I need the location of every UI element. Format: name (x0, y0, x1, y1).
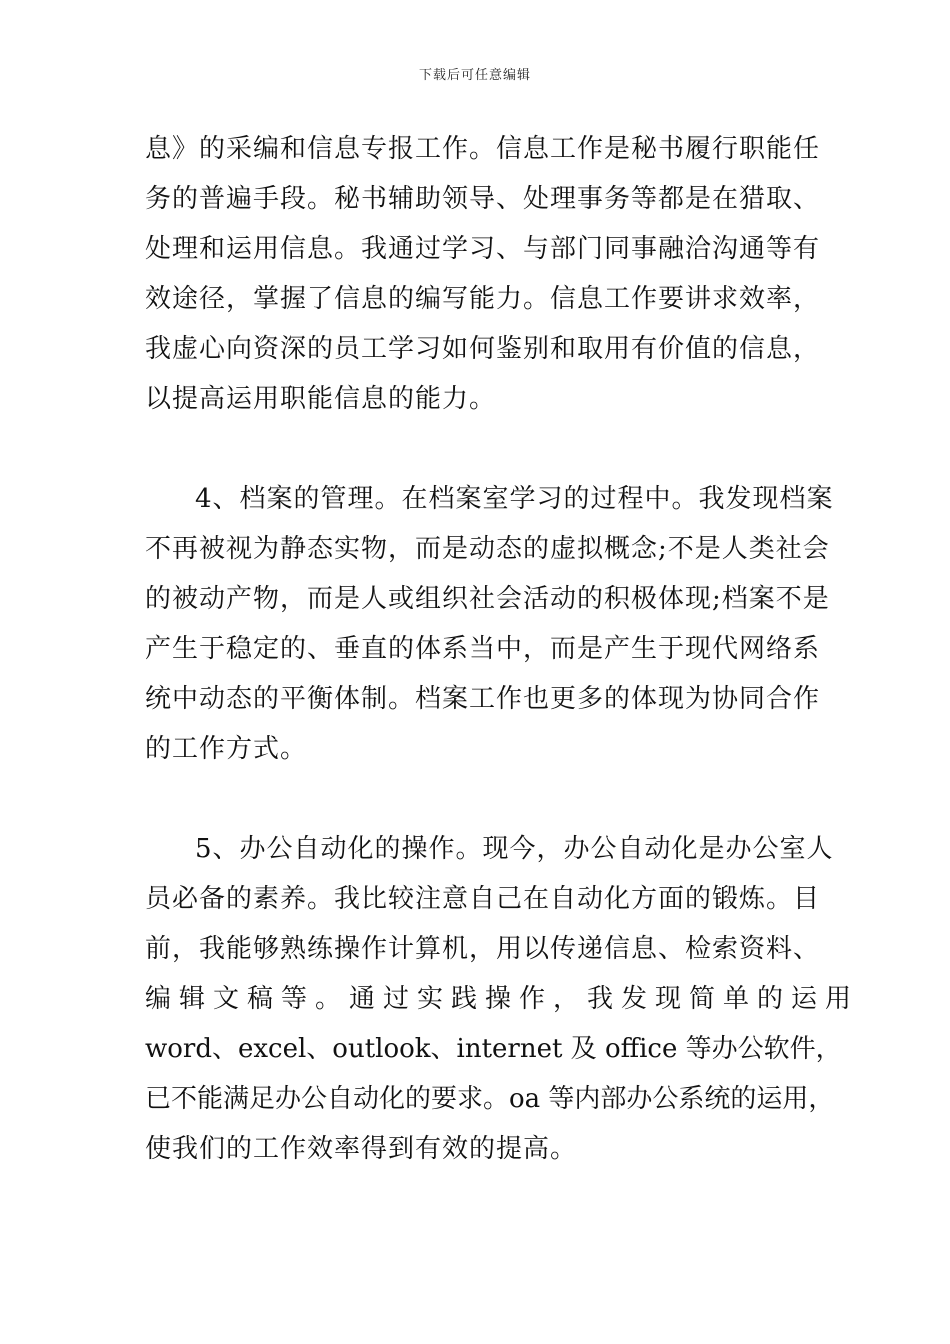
text-line: 务的普遍手段。秘书辅助领导、处理事务等都是在猎取、 (145, 184, 821, 214)
text-line: 效途径，掌握了信息的编写能力。信息工作要讲求效率， (145, 284, 821, 314)
text-line: 编辑文稿等。通过实践操作，我发现简单的运用 (145, 984, 860, 1014)
text-line: 我虚心向资深的员工学习如何鉴别和取用有价值的信息， (145, 334, 821, 364)
text-line: 前，我能够熟练操作计算机，用以传递信息、检索资料、 (145, 934, 821, 964)
text-line: 以提高运用职能信息的能力。 (145, 384, 497, 414)
text-line: 已不能满足办公自动化的要求。oa 等内部办公系统的运用， (145, 1084, 835, 1114)
text-line: 的被动产物，而是人或组织社会活动的积极体现;档案不是 (145, 584, 830, 614)
text-line: 不再被视为静态实物，而是动态的虚拟概念;不是人类社会 (145, 534, 830, 564)
text-line: 息》的采编和信息专报工作。信息工作是秘书履行职能任 (145, 134, 821, 164)
text-line: 员必备的素养。我比较注意自己在自动化方面的锻炼。目 (145, 884, 821, 914)
text-line: 处理和运用信息。我通过学习、与部门同事融洽沟通等有 (145, 234, 821, 264)
text-line: 使我们的工作效率得到有效的提高。 (145, 1134, 578, 1164)
page-header: 下载后可任意编辑 (418, 68, 531, 83)
text-line: 4、档案的管理。在档案室学习的过程中。我发现档案 (195, 484, 834, 514)
text-line: word、excel、outlook、internet 及 office 等办公软件， (145, 1034, 842, 1064)
text-line: 统中动态的平衡体制。档案工作也更多的体现为协同合作 (145, 684, 821, 714)
text-line: 5、办公自动化的操作。现今，办公自动化是办公室人 (195, 834, 834, 864)
text-line: 产生于稳定的、垂直的体系当中，而是产生于现代网络系 (145, 634, 821, 664)
text-line: 的工作方式。 (145, 734, 308, 764)
